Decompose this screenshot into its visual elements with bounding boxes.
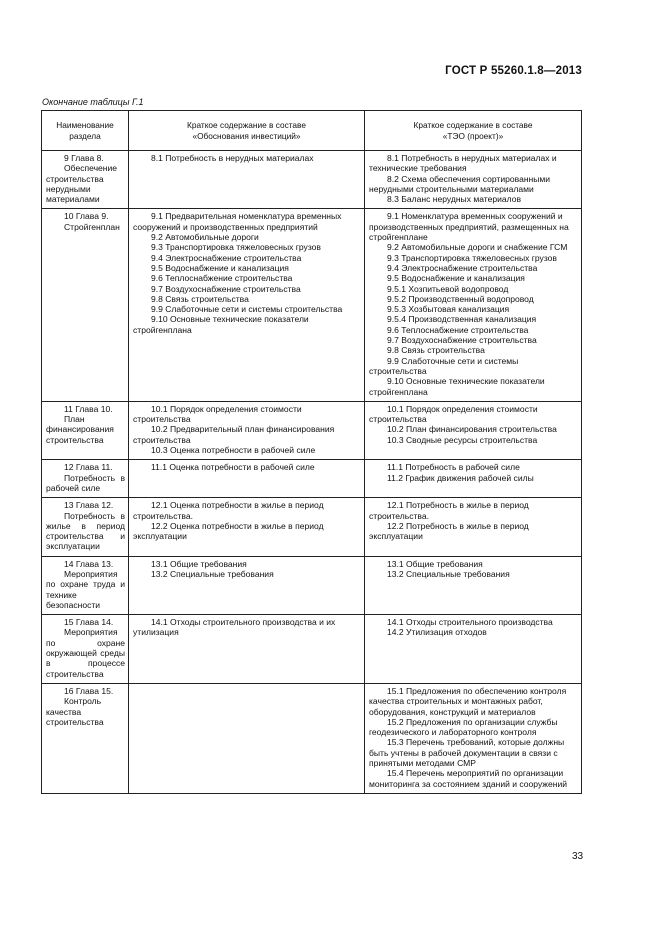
investment-cell xyxy=(129,209,365,401)
requirements-table xyxy=(41,110,582,794)
cell-line: 12.1 Потребность в жилье в период строительства. xyxy=(369,500,529,521)
cell-line: 15.4 Перечень мероприятий по организации мониторинга за состоянием зданий и сооружений xyxy=(369,768,568,789)
column-header-teo xyxy=(365,111,582,151)
table-row xyxy=(42,683,582,793)
investment-cell xyxy=(129,498,365,556)
cell-line: 9.8 Связь строительства xyxy=(151,293,249,304)
cell-line: 9.9 Слаботочные сети и системы строительства xyxy=(369,355,519,376)
teo-cell xyxy=(365,615,582,684)
investment-cell xyxy=(129,556,365,614)
section-cell xyxy=(42,683,129,793)
cell-line: Мероприятия по охране окружающей среды в процессе строительства xyxy=(46,627,125,679)
cell-line: 10.2 Предварительный план финансирования строительства xyxy=(133,424,335,445)
cell-line: 9.6 Теплоснабжение строительства xyxy=(151,273,293,284)
cell-line: 14.2 Утилизация отходов xyxy=(387,627,487,638)
teo-cell xyxy=(365,683,582,793)
cell-line: 9.2 Автомобильные дороги xyxy=(151,232,259,243)
section-cell xyxy=(42,209,129,401)
section-cell xyxy=(42,498,129,556)
teo-cell xyxy=(365,556,582,614)
cell-line: 15.3 Перечень требований, которые должны быть учтены в рабочей документации в связи с принятыми методами СМР xyxy=(369,737,565,769)
cell-line: 9.8 Связь строительства xyxy=(387,345,485,356)
cell-line: 12 Глава 11. xyxy=(64,462,113,473)
cell-line: 16 Глава 15. xyxy=(64,685,114,696)
cell-line: 9.7 Воздухоснабжение строительства xyxy=(151,283,301,294)
column-header-investment xyxy=(129,111,365,151)
cell-line: 10.1 Порядок определения стоимости строительства xyxy=(133,403,302,425)
cell-line: 9.10 Основные технические показатели стройгенплана xyxy=(369,376,545,397)
cell-line: Потребность в рабочей силе xyxy=(46,472,125,493)
cell-line: 10.3 Оценка потребности в рабочей силе xyxy=(151,445,316,456)
cell-line: 9.9 Слаботочные сети и системы строительства xyxy=(151,304,343,315)
table-row xyxy=(42,209,582,401)
column-header-line: Краткое содержание в составе xyxy=(187,120,306,130)
cell-line: Обеспечение строительства нерудными материалами xyxy=(46,163,118,205)
investment-cell xyxy=(129,460,365,498)
cell-line: 9.3 Транспортировка тяжеловесных грузов xyxy=(151,242,321,253)
cell-line: 10.3 Сводные ресурсы строительства xyxy=(387,434,538,445)
cell-line: 10 Глава 9. xyxy=(64,211,109,222)
cell-line: Мероприятия по охране труда и технике безопасности xyxy=(46,568,125,610)
cell-line: 13 Глава 12. xyxy=(64,500,114,511)
cell-line: 12.2 Оценка потребности в жилье в период эксплуатации xyxy=(133,520,324,542)
column-header-section xyxy=(42,111,129,151)
cell-line: 11 Глава 10. xyxy=(64,403,113,414)
section-cell xyxy=(42,460,129,498)
cell-line: 10.2 План финансирования строительства xyxy=(387,424,557,435)
investment-cell xyxy=(129,401,365,459)
cell-line: 9.10 Основные технические показатели стройгенплана xyxy=(133,314,309,335)
teo-cell xyxy=(365,401,582,459)
cell-line: Потребность в жилье в период строительства и эксплуатации xyxy=(46,510,125,552)
cell-line: 13.2 Специальные требования xyxy=(151,568,274,579)
column-header-line: раздела xyxy=(69,131,101,141)
page-number: 33 xyxy=(572,851,584,862)
teo-cell xyxy=(365,460,582,498)
cell-line: 9.4 Электроснабжение строительства xyxy=(387,262,538,273)
cell-line: 9.5 Водоснабжение и канализация xyxy=(387,273,525,284)
table-row xyxy=(42,151,582,209)
teo-cell xyxy=(365,209,582,401)
cell-line: 9.7 Воздухоснабжение строительства xyxy=(387,335,537,346)
cell-line: 10.1 Порядок определения стоимости строительства xyxy=(369,403,538,425)
cell-line: 12.2 Потребность в жилье в период эксплуатации xyxy=(369,520,529,542)
cell-line: 13.1 Общие требования xyxy=(151,558,247,569)
table-row xyxy=(42,401,582,459)
cell-line: 15.1 Предложения по обеспечению контроля качества строительных и монтажных работ, оборудования, конструкций и материалов xyxy=(369,685,567,717)
teo-cell xyxy=(365,151,582,209)
cell-line: 8.1 Потребность в нерудных материалах и технические требования xyxy=(369,153,557,174)
cell-line: 9.1 Номенклатура временных сооружений и производственных предприятий, размещенных на стройгенплане xyxy=(369,211,569,243)
section-cell xyxy=(42,556,129,614)
cell-line: 9.5 Водоснабжение и канализация xyxy=(151,262,289,273)
table-row xyxy=(42,615,582,684)
teo-cell xyxy=(365,498,582,556)
cell-line: 11.2 График движения рабочей силы xyxy=(387,472,534,483)
cell-line: Стройгенплан xyxy=(64,221,120,232)
cell-line: 9.4 Электроснабжение строительства xyxy=(151,252,302,263)
cell-line: 14.1 Отходы строительного производства xyxy=(387,617,553,628)
section-cell xyxy=(42,151,129,209)
cell-line: 8.1 Потребность в нерудных материалах xyxy=(151,153,314,163)
investment-cell xyxy=(129,151,365,209)
table-caption: Окончание таблицы Г.1 xyxy=(42,97,144,107)
cell-line: 12.1 Оценка потребности в жилье в период строительства. xyxy=(133,500,324,521)
cell-line: 11.1 Потребность в рабочей силе xyxy=(387,462,520,473)
table-header-row xyxy=(42,111,582,151)
cell-line: 14 Глава 13. xyxy=(64,558,114,569)
cell-line: 9.1 Предварительная номенклатура временных сооружений и производственных предприятий xyxy=(133,211,342,232)
cell-line: 9.2 Автомобильные дороги и снабжение ГСМ xyxy=(387,242,568,253)
cell-line: 14.1 Отходы строительного производства и их утилизация xyxy=(133,617,336,638)
column-header-line: Краткое содержание в составе xyxy=(413,120,533,130)
column-header-line: Наименование xyxy=(56,120,114,130)
cell-line: 8.3 Баланс нерудных материалов xyxy=(387,194,522,205)
cell-line: 8.2 Схема обеспечения сортированными нерудными строительными материалами xyxy=(369,173,551,194)
section-cell xyxy=(42,615,129,684)
section-cell xyxy=(42,401,129,459)
column-header-line: «Обоснования инвестиций» xyxy=(192,131,301,141)
cell-line: 9.6 Теплоснабжение строительства xyxy=(387,324,529,335)
cell-line: 9.5.2 Производственный водопровод xyxy=(387,293,534,304)
cell-line: Контроль качества строительства xyxy=(46,696,104,727)
table-row xyxy=(42,556,582,614)
cell-line: 9.5.1 Хозпитьевой водопровод xyxy=(387,283,509,294)
document-code: ГОСТ Р 55260.1.8—2013 xyxy=(445,65,582,77)
table-row xyxy=(42,498,582,556)
cell-line: 13.1 Общие требования xyxy=(387,558,483,569)
cell-line: 9.3 Транспортировка тяжеловесных грузов xyxy=(387,252,557,263)
table-row xyxy=(42,460,582,498)
cell-line: 9.5.3 Хозбытовая канализация xyxy=(387,304,510,315)
cell-line: План финансирования строительства xyxy=(46,414,114,445)
cell-line: 11.1 Оценка потребности в рабочей силе xyxy=(151,462,315,473)
investment-cell xyxy=(129,683,365,793)
cell-line: 15 Глава 14. xyxy=(64,617,114,628)
cell-line: 15.2 Предложения по организации службы геодезического и лабораторного контроля xyxy=(369,716,558,738)
cell-line: 9.5.4 Производственная канализация xyxy=(387,314,537,325)
cell-line: 13.2 Специальные требования xyxy=(387,568,510,579)
cell-line: 9 Глава 8. xyxy=(64,153,104,163)
column-header-line: «ТЭО (проект)» xyxy=(442,131,504,141)
investment-cell xyxy=(129,615,365,684)
